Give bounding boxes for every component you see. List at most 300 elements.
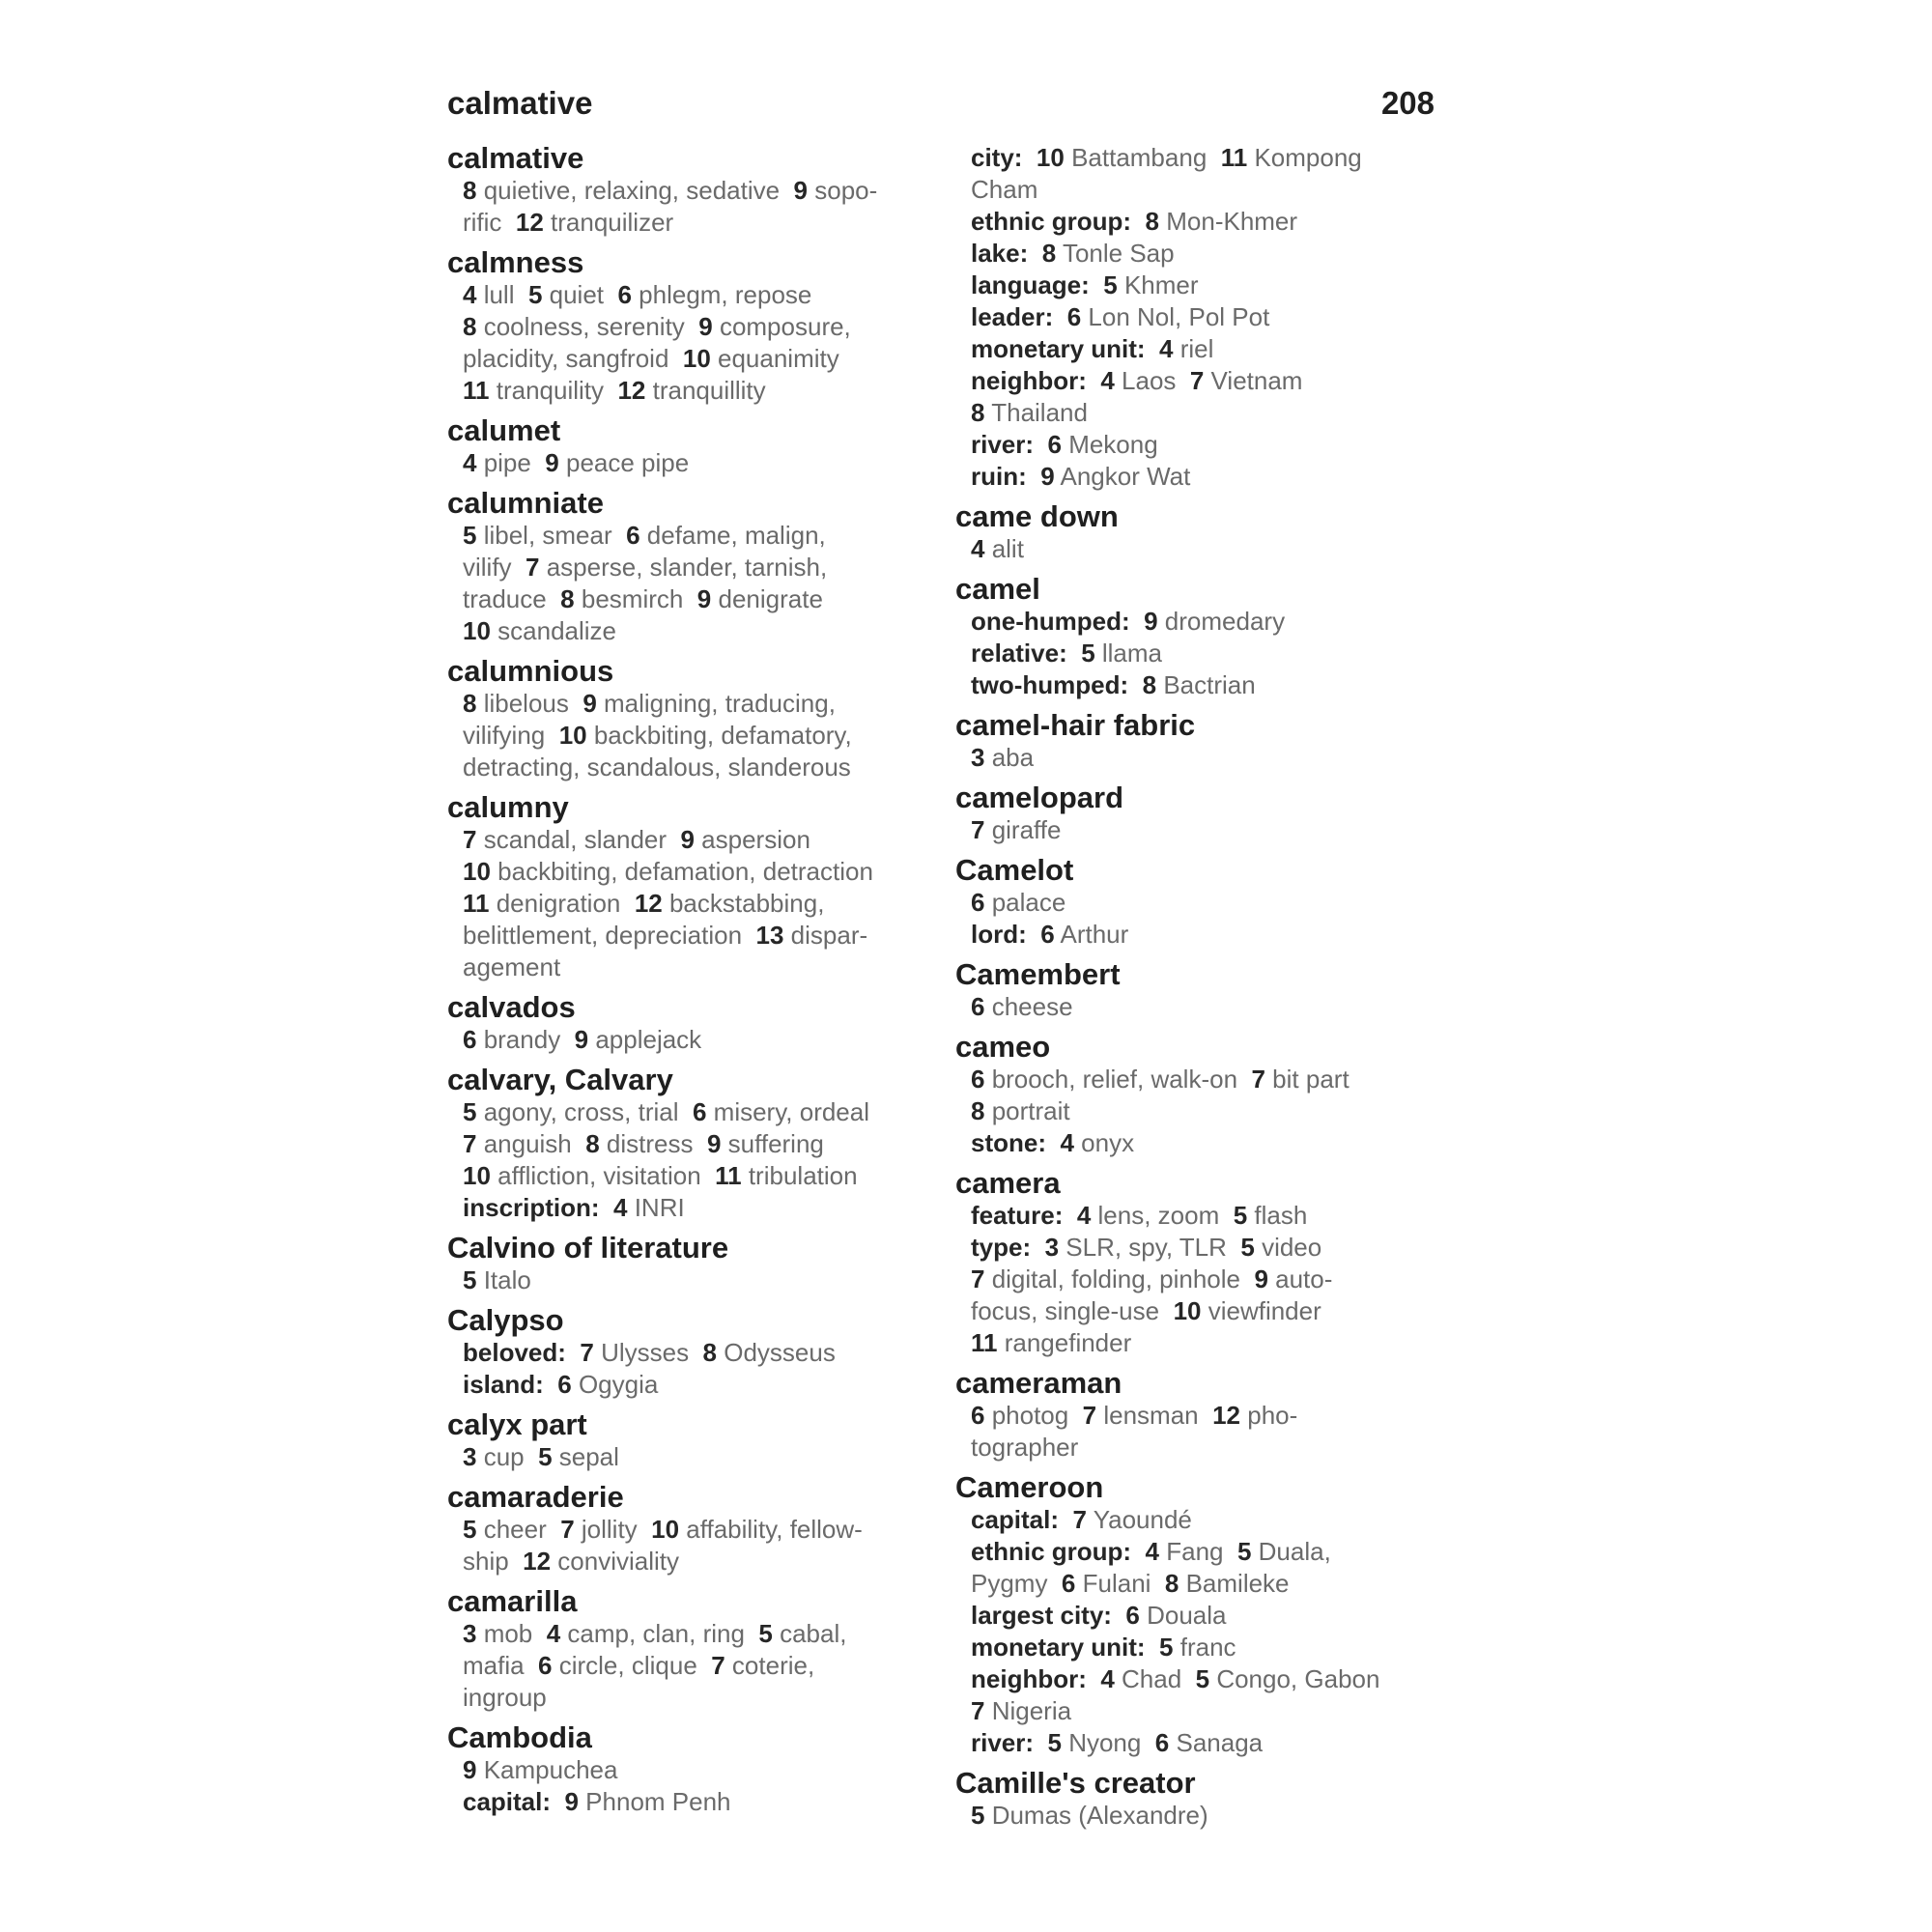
letter-count: 8 xyxy=(560,584,575,613)
letter-count: 4 xyxy=(1076,1201,1092,1230)
entry-line xyxy=(447,720,950,752)
letter-count: 6 xyxy=(1125,1601,1140,1630)
entry-line xyxy=(955,919,1438,951)
subentry-label: river: xyxy=(971,430,1035,459)
letter-count: 7 xyxy=(463,1129,477,1158)
entry-headword: camel-hair fabric xyxy=(955,708,1196,742)
letter-count: 9 xyxy=(698,312,713,341)
entry-words: video xyxy=(1254,1233,1322,1262)
entry-headword: cameraman xyxy=(955,1366,1122,1400)
entry-words: asperse, slander, tarnish, xyxy=(539,553,828,582)
entry-words xyxy=(1146,334,1159,363)
entry-line xyxy=(447,688,950,720)
subentry-label: leader: xyxy=(971,302,1054,331)
entry-line xyxy=(955,1632,1438,1663)
letter-count: 7 xyxy=(971,815,985,844)
entry-words: suffering xyxy=(721,1129,824,1158)
letter-count: 5 xyxy=(538,1442,553,1471)
dictionary-entry xyxy=(955,1167,1438,1359)
letter-count: 7 xyxy=(560,1515,575,1544)
entry-line xyxy=(955,1064,1438,1095)
entry-headword: Camelot xyxy=(955,853,1074,887)
entry-line xyxy=(447,520,950,552)
entry-line xyxy=(955,1600,1438,1632)
dictionary-entry xyxy=(447,1585,950,1714)
letter-count: 6 xyxy=(971,1401,985,1430)
letter-count: 11 xyxy=(971,1328,998,1357)
letter-count: 7 xyxy=(971,1696,985,1725)
entry-words: conviviality xyxy=(551,1547,680,1576)
letter-count: 4 xyxy=(1100,1664,1115,1693)
entry-line xyxy=(447,856,950,888)
entry-words: Chad xyxy=(1114,1664,1196,1693)
letter-count: 12 xyxy=(617,376,646,405)
letter-count: 5 xyxy=(527,280,543,309)
entry-line xyxy=(955,238,1438,270)
entry-words: Mon-Khmer xyxy=(1159,207,1298,236)
entry-words: Sanaga xyxy=(1169,1728,1264,1757)
entry-words: Bactrian xyxy=(1156,670,1256,699)
entry-words: coterie, xyxy=(724,1651,815,1680)
entry-words: lull xyxy=(476,280,528,309)
entry-words: rangefinder xyxy=(997,1328,1132,1357)
letter-count: 3 xyxy=(463,1619,477,1648)
letter-count: 10 xyxy=(463,857,491,886)
entry-line xyxy=(955,1127,1438,1159)
entry-line xyxy=(955,333,1438,365)
letter-count: 6 xyxy=(557,1370,572,1399)
entry-words: Yaoundé xyxy=(1086,1505,1192,1534)
entry-words: sopo- xyxy=(808,176,878,205)
letter-count: 4 xyxy=(971,534,985,563)
entry-line xyxy=(447,1754,950,1786)
dictionary-entry xyxy=(447,1721,950,1818)
entry-line xyxy=(447,175,950,207)
letter-count: 6 xyxy=(1154,1728,1170,1757)
subentry-label: language: xyxy=(971,270,1090,299)
letter-count: 5 xyxy=(1236,1537,1252,1566)
entry-line xyxy=(955,1232,1438,1264)
letter-count: 9 xyxy=(582,689,597,718)
entry-words: tribulation xyxy=(741,1161,858,1190)
entry-words: denigrate xyxy=(711,584,823,613)
entry-words xyxy=(1128,670,1142,699)
subentry-label: capital: xyxy=(463,1787,552,1816)
entry-words xyxy=(1053,302,1066,331)
entry-words: belittlement, depreciation xyxy=(463,921,756,950)
entry-words: defame, malign, xyxy=(639,521,826,550)
letter-count: 8 xyxy=(702,1338,717,1367)
entry-words: quietive, relaxing, sedative xyxy=(476,176,794,205)
letter-count: 5 xyxy=(463,1515,477,1544)
entry-words xyxy=(1063,1201,1076,1230)
entry-words: Angkor Wat xyxy=(1054,462,1191,491)
entry-words: equanimity xyxy=(710,344,839,373)
letter-count: 7 xyxy=(580,1338,594,1367)
letter-count: 4 xyxy=(546,1619,561,1648)
subentry-label: river: xyxy=(971,1728,1035,1757)
entry-words: backbiting, defamation, detraction xyxy=(490,857,873,886)
entry-words: affliction, visitation xyxy=(490,1161,716,1190)
dictionary-entry xyxy=(447,655,950,783)
letter-count: 10 xyxy=(463,616,491,645)
entry-line xyxy=(447,615,950,647)
entry-words: lensman xyxy=(1096,1401,1213,1430)
letter-count: 9 xyxy=(463,1755,477,1784)
subentry-label: ruin: xyxy=(971,462,1027,491)
entry-line xyxy=(447,1618,950,1650)
entry-words xyxy=(1034,430,1047,459)
letter-count: 5 xyxy=(1240,1233,1255,1262)
entry-words: Battambang xyxy=(1064,143,1221,172)
letter-count: 11 xyxy=(463,376,490,405)
subentry-label: monetary unit: xyxy=(971,334,1146,363)
entry-line xyxy=(447,583,950,615)
dictionary-entry xyxy=(447,1408,950,1473)
entry-line xyxy=(447,279,950,311)
letter-count: 9 xyxy=(706,1129,722,1158)
entry-line xyxy=(955,1432,1438,1463)
right-column xyxy=(955,142,1438,1839)
entry-words: Phnom Penh xyxy=(578,1787,731,1816)
dictionary-entry xyxy=(955,709,1438,774)
entry-words: cheer xyxy=(476,1515,561,1544)
left-column xyxy=(447,142,950,1826)
dictionary-entry xyxy=(447,1304,950,1401)
entry-headword: came down xyxy=(955,499,1119,533)
letter-count: 12 xyxy=(634,889,663,918)
entry-words: franc xyxy=(1173,1633,1236,1662)
entry-line xyxy=(447,343,950,375)
entry-words xyxy=(1112,1601,1125,1630)
letter-count: 8 xyxy=(1145,207,1160,236)
entry-words: agement xyxy=(463,952,561,981)
letter-count: 9 xyxy=(793,176,809,205)
entry-words: aba xyxy=(984,743,1035,772)
entry-words: sepal xyxy=(552,1442,619,1471)
entry-words: mob xyxy=(476,1619,547,1648)
letter-count: 9 xyxy=(680,825,695,854)
entry-words: Pygmy xyxy=(971,1569,1062,1598)
entry-line xyxy=(447,375,950,407)
entry-words: Cham xyxy=(971,175,1038,204)
entry-words: Tonle Sap xyxy=(1056,239,1175,268)
entry-words xyxy=(1034,1728,1047,1757)
entry-line xyxy=(955,606,1438,638)
entry-line xyxy=(447,1369,950,1401)
entry-words: Italo xyxy=(476,1265,531,1294)
letter-count: 9 xyxy=(564,1787,579,1816)
entry-words: peace pipe xyxy=(558,448,690,477)
entry-words: mafia xyxy=(463,1651,539,1680)
entry-words: Mekong xyxy=(1061,430,1158,459)
entry-words xyxy=(551,1787,564,1816)
dictionary-entry xyxy=(447,991,950,1056)
entry-line xyxy=(955,429,1438,461)
entry-line xyxy=(955,669,1438,701)
entry-words xyxy=(1146,1633,1159,1662)
letter-count: 7 xyxy=(1082,1401,1097,1430)
letter-count: 5 xyxy=(1081,639,1095,668)
letter-count: 9 xyxy=(545,448,559,477)
subentry-label: neighbor: xyxy=(971,366,1087,395)
entry-line xyxy=(447,952,950,983)
letter-count: 6 xyxy=(971,992,985,1021)
letter-count: 4 xyxy=(1145,1537,1160,1566)
subentry-label: beloved: xyxy=(463,1338,566,1367)
entry-headword: Calypso xyxy=(447,1303,564,1337)
subentry-label: feature: xyxy=(971,1201,1064,1230)
entry-words: Kompong xyxy=(1247,143,1362,172)
entry-words: ship xyxy=(463,1547,524,1576)
dictionary-entry xyxy=(955,958,1438,1023)
entry-words: jollity xyxy=(574,1515,652,1544)
letter-count: 6 xyxy=(538,1651,553,1680)
entry-words: pho- xyxy=(1240,1401,1298,1430)
letter-count: 5 xyxy=(463,1265,477,1294)
entry-words: Fang xyxy=(1159,1537,1237,1566)
entry-words: besmirch xyxy=(574,584,697,613)
letter-count: 4 xyxy=(463,448,477,477)
entry-line xyxy=(955,365,1438,397)
entry-words: dromedary xyxy=(1157,607,1286,636)
entry-line xyxy=(447,447,950,479)
letter-count: 6 xyxy=(463,1025,477,1054)
entry-words: onyx xyxy=(1073,1128,1135,1157)
entry-line xyxy=(955,991,1438,1023)
entry-words: backstabbing, xyxy=(662,889,825,918)
letter-count: 3 xyxy=(463,1442,477,1471)
subentry-label: neighbor: xyxy=(971,1664,1087,1693)
dictionary-entry xyxy=(955,1367,1438,1463)
entry-words: flash xyxy=(1247,1201,1308,1230)
page-number: 208 xyxy=(1380,85,1435,121)
entry-words: maligning, traducing, xyxy=(596,689,836,718)
entry-line xyxy=(447,1337,950,1369)
letter-count: 4 xyxy=(463,280,477,309)
dictionary-entry xyxy=(955,1031,1438,1159)
letter-count: 8 xyxy=(1041,239,1057,268)
entry-words: Ulysses xyxy=(593,1338,703,1367)
entry-words: bit part xyxy=(1264,1065,1350,1094)
letter-count: 10 xyxy=(1173,1296,1202,1325)
entry-words: applejack xyxy=(588,1025,702,1054)
entry-words: phlegm, repose xyxy=(631,280,812,309)
entry-headword: camera xyxy=(955,1166,1061,1200)
dictionary-entry xyxy=(955,781,1438,846)
letter-count: 8 xyxy=(971,1096,985,1125)
letter-count: 4 xyxy=(1060,1128,1074,1157)
entry-words: palace xyxy=(984,888,1066,917)
entry-words xyxy=(600,1193,613,1222)
letter-count: 7 xyxy=(526,553,540,582)
letter-count: 7 xyxy=(1072,1505,1087,1534)
letter-count: 11 xyxy=(463,889,490,918)
entry-words: camp, clan, ring xyxy=(560,1619,759,1648)
dictionary-entry xyxy=(955,854,1438,951)
entry-line xyxy=(955,270,1438,301)
entry-words: pipe xyxy=(476,448,546,477)
entry-words: vilifying xyxy=(463,721,559,750)
entry-line xyxy=(447,1192,950,1224)
entry-line xyxy=(955,1568,1438,1600)
dictionary-entry xyxy=(447,487,950,647)
entry-words: cheese xyxy=(984,992,1073,1021)
letter-count: 9 xyxy=(574,1025,589,1054)
letter-count: 3 xyxy=(971,743,985,772)
entry-line xyxy=(447,207,950,239)
entry-headword: camelopard xyxy=(955,781,1124,814)
entry-line xyxy=(447,1160,950,1192)
entry-words: giraffe xyxy=(984,815,1062,844)
entry-words: tranquillity xyxy=(645,376,766,405)
entry-words: placidity, sangfroid xyxy=(463,344,683,373)
letter-count: 5 xyxy=(1047,1728,1062,1757)
entry-words: tographer xyxy=(971,1433,1079,1462)
entry-line xyxy=(955,1295,1438,1327)
entry-line xyxy=(955,1663,1438,1695)
entry-words: Bamileke xyxy=(1179,1569,1290,1598)
entry-headword: Cambodia xyxy=(447,1720,592,1754)
entry-line xyxy=(447,1546,950,1577)
dictionary-entry xyxy=(955,500,1438,565)
subentry-label: two-humped: xyxy=(971,670,1129,699)
entry-words: llama xyxy=(1094,639,1163,668)
entry-words: INRI xyxy=(627,1193,685,1222)
dictionary-entry xyxy=(955,1767,1438,1832)
entry-words: backbiting, defamatory, xyxy=(586,721,852,750)
dictionary-entry xyxy=(955,1471,1438,1759)
entry-words xyxy=(1027,920,1040,949)
entry-words xyxy=(1131,207,1145,236)
entry-words: auto- xyxy=(1267,1264,1333,1293)
entry-words: Thailand xyxy=(984,398,1088,427)
entry-headword: camarilla xyxy=(447,1584,578,1618)
entry-line xyxy=(955,174,1438,206)
letter-count: 5 xyxy=(463,521,477,550)
entry-headword: camel xyxy=(955,572,1040,606)
subentry-label: lake: xyxy=(971,239,1029,268)
entry-headword: Calvino of literature xyxy=(447,1231,729,1264)
letter-count: 8 xyxy=(971,398,985,427)
entry-line xyxy=(955,1327,1438,1359)
entry-line xyxy=(955,1800,1438,1832)
entry-line xyxy=(447,1786,950,1818)
entry-words xyxy=(1022,143,1036,172)
letter-count: 6 xyxy=(626,521,640,550)
letter-count: 7 xyxy=(711,1651,725,1680)
entry-words xyxy=(1046,1128,1060,1157)
dictionary-entry xyxy=(447,142,950,239)
subentry-label: ethnic group: xyxy=(971,1537,1132,1566)
dictionary-entry xyxy=(447,246,950,407)
entry-words xyxy=(1130,607,1144,636)
entry-words: distress xyxy=(599,1129,707,1158)
entry-words: cabal, xyxy=(772,1619,847,1648)
letter-count: 8 xyxy=(463,176,477,205)
dictionary-entry xyxy=(447,414,950,479)
entry-words xyxy=(544,1370,557,1399)
entry-headword: cameo xyxy=(955,1030,1051,1064)
entry-words: Dumas (Alexandre) xyxy=(984,1801,1208,1830)
subentry-label: ethnic group: xyxy=(971,207,1132,236)
letter-count: 5 xyxy=(463,1097,477,1126)
entry-line xyxy=(955,301,1438,333)
entry-line xyxy=(955,1095,1438,1127)
entry-headword: Camembert xyxy=(955,957,1121,991)
entry-line xyxy=(447,1264,950,1296)
entry-words: affability, fellow- xyxy=(679,1515,863,1544)
entry-words: libel, smear xyxy=(476,521,627,550)
letter-count: 12 xyxy=(1212,1401,1241,1430)
letter-count: 9 xyxy=(1254,1264,1268,1293)
entry-line xyxy=(955,1504,1438,1536)
letter-count: 3 xyxy=(1044,1233,1060,1262)
entry-words: tranquility xyxy=(489,376,618,405)
entry-line xyxy=(955,397,1438,429)
entry-line xyxy=(447,888,950,920)
entry-line xyxy=(447,1514,950,1546)
entry-line xyxy=(955,461,1438,493)
letter-count: 5 xyxy=(1159,1633,1174,1662)
entry-line xyxy=(955,206,1438,238)
entry-headword: calmative xyxy=(447,141,584,175)
letter-count: 6 xyxy=(971,888,985,917)
dictionary-entry xyxy=(447,1481,950,1577)
letter-count: 7 xyxy=(1189,366,1205,395)
letter-count: 11 xyxy=(1220,143,1248,172)
entry-words: Vietnam xyxy=(1204,366,1303,395)
entry-words: misery, ordeal xyxy=(706,1097,870,1126)
entry-headword: calumny xyxy=(447,790,569,824)
letter-count: 10 xyxy=(558,721,587,750)
entry-line xyxy=(447,1682,950,1714)
entry-line xyxy=(955,1695,1438,1727)
letter-count: 5 xyxy=(758,1619,773,1648)
letter-count: 8 xyxy=(1164,1569,1179,1598)
entry-line xyxy=(955,638,1438,669)
entry-words: Ogygia xyxy=(571,1370,659,1399)
entry-words: photog xyxy=(984,1401,1083,1430)
entry-words: ingroup xyxy=(463,1683,547,1712)
entry-words: scandal, slander xyxy=(476,825,681,854)
entry-line xyxy=(955,533,1438,565)
entry-line xyxy=(955,814,1438,846)
entry-words xyxy=(1131,1537,1145,1566)
entry-words xyxy=(566,1338,580,1367)
entry-line xyxy=(447,1128,950,1160)
entry-words: denigration xyxy=(489,889,635,918)
entry-words xyxy=(1028,239,1041,268)
letter-count: 6 xyxy=(1040,920,1055,949)
letter-count: 10 xyxy=(463,1161,491,1190)
entry-words: cup xyxy=(476,1442,539,1471)
entry-words xyxy=(1087,1664,1100,1693)
entry-line xyxy=(447,1096,950,1128)
subentry-label: stone: xyxy=(971,1128,1046,1157)
entry-words: coolness, serenity xyxy=(476,312,699,341)
letter-count: 7 xyxy=(1251,1065,1265,1094)
entry-words: scandalize xyxy=(490,616,616,645)
entry-words: libelous xyxy=(476,689,583,718)
entry-words: anguish xyxy=(476,1129,586,1158)
letter-count: 7 xyxy=(971,1264,985,1293)
entry-line xyxy=(447,552,950,583)
entry-words: focus, single-use xyxy=(971,1296,1174,1325)
subentry-label: largest city: xyxy=(971,1601,1112,1630)
letter-count: 10 xyxy=(682,344,711,373)
letter-count: 10 xyxy=(1036,143,1065,172)
